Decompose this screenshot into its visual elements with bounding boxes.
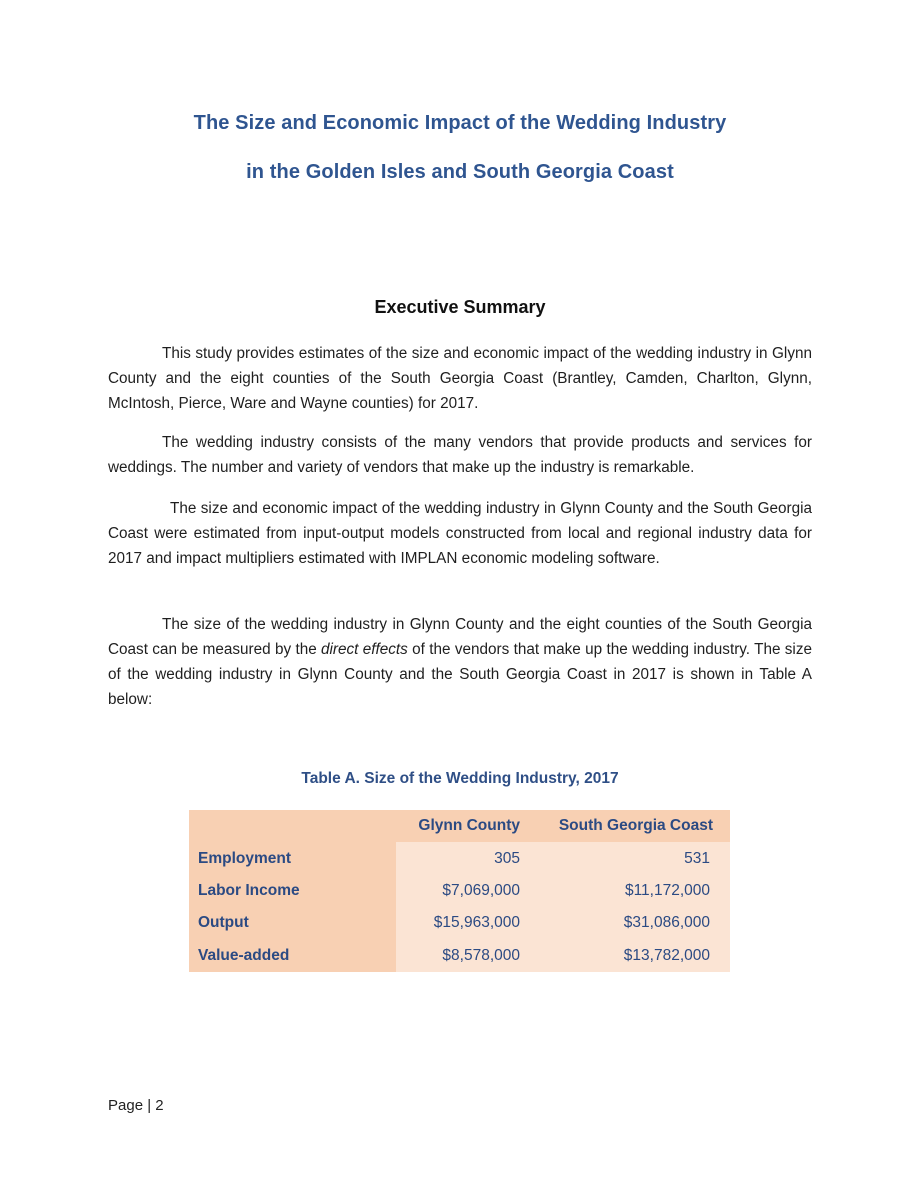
cell-south-output: $31,086,000	[530, 907, 730, 939]
table-header-row	[189, 810, 730, 842]
paragraph-industry-definition: The wedding industry consists of the many vendors that provide products and services for weddings. The number and variety of vendors that make up the industry is remarkable.	[108, 434, 812, 476]
header-blank-cell	[189, 810, 396, 842]
paragraph-text: The size of the wedding industry in Glynn County and the eight counties of the South Georgia Coast can be measured by the	[108, 616, 812, 658]
cell-south-labor-income: $11,172,000	[530, 875, 730, 907]
paragraph-methodology: The size and economic impact of the wedding industry in Glynn County and the South Georgia Coast were estimated from input-output models constructed from local and regional industry data for 2017 and impact multipliers estimated with IMPLAN economic modeling software.	[108, 500, 812, 567]
wedding-industry-size-table	[189, 810, 730, 972]
page-number: Page | 2	[108, 1097, 164, 1114]
table-row	[189, 842, 730, 874]
cell-south-employment: 531	[530, 842, 730, 874]
row-label-employment: Employment	[189, 842, 396, 874]
table-row	[189, 940, 730, 972]
cell-glynn-value-added: $8,578,000	[396, 940, 530, 972]
header-south-georgia-coast: South Georgia Coast	[530, 810, 730, 842]
emphasis-direct-effects: direct effects	[321, 641, 408, 658]
paragraph-study-scope: This study provides estimates of the size and economic impact of the wedding industry in Glynn County and the eight counties of the South Georgia Coast (Brantley, Camden, Charlton, Glynn, McIntosh, Pierce, Ware and Wayne counties) for 2017.	[108, 345, 812, 412]
table-row	[189, 875, 730, 907]
cell-south-value-added: $13,782,000	[530, 940, 730, 972]
executive-summary-heading: Executive Summary	[374, 297, 546, 317]
header-glynn-county: Glynn County	[396, 810, 530, 842]
row-label-output: Output	[189, 907, 396, 939]
cell-glynn-labor-income: $7,069,000	[396, 875, 530, 907]
table-caption: Table A. Size of the Wedding Industry, 2017	[301, 770, 619, 787]
paragraph-text: of the vendors that make up the wedding industry. The size of the wedding industry in Glynn County and the South Georgia Coast in 2017 is shown in Table A below:	[108, 641, 812, 708]
row-label-value-added: Value-added	[189, 940, 396, 972]
row-label-labor-income: Labor Income	[189, 875, 396, 907]
paragraph-industry-size	[108, 612, 812, 712]
table-row	[189, 907, 730, 939]
cell-glynn-employment: 305	[396, 842, 530, 874]
document-title-line-1: The Size and Economic Impact of the Wedding Industry	[193, 112, 727, 134]
document-title-line-2: in the Golden Isles and South Georgia Coast	[246, 161, 674, 183]
cell-glynn-output: $15,963,000	[396, 907, 530, 939]
